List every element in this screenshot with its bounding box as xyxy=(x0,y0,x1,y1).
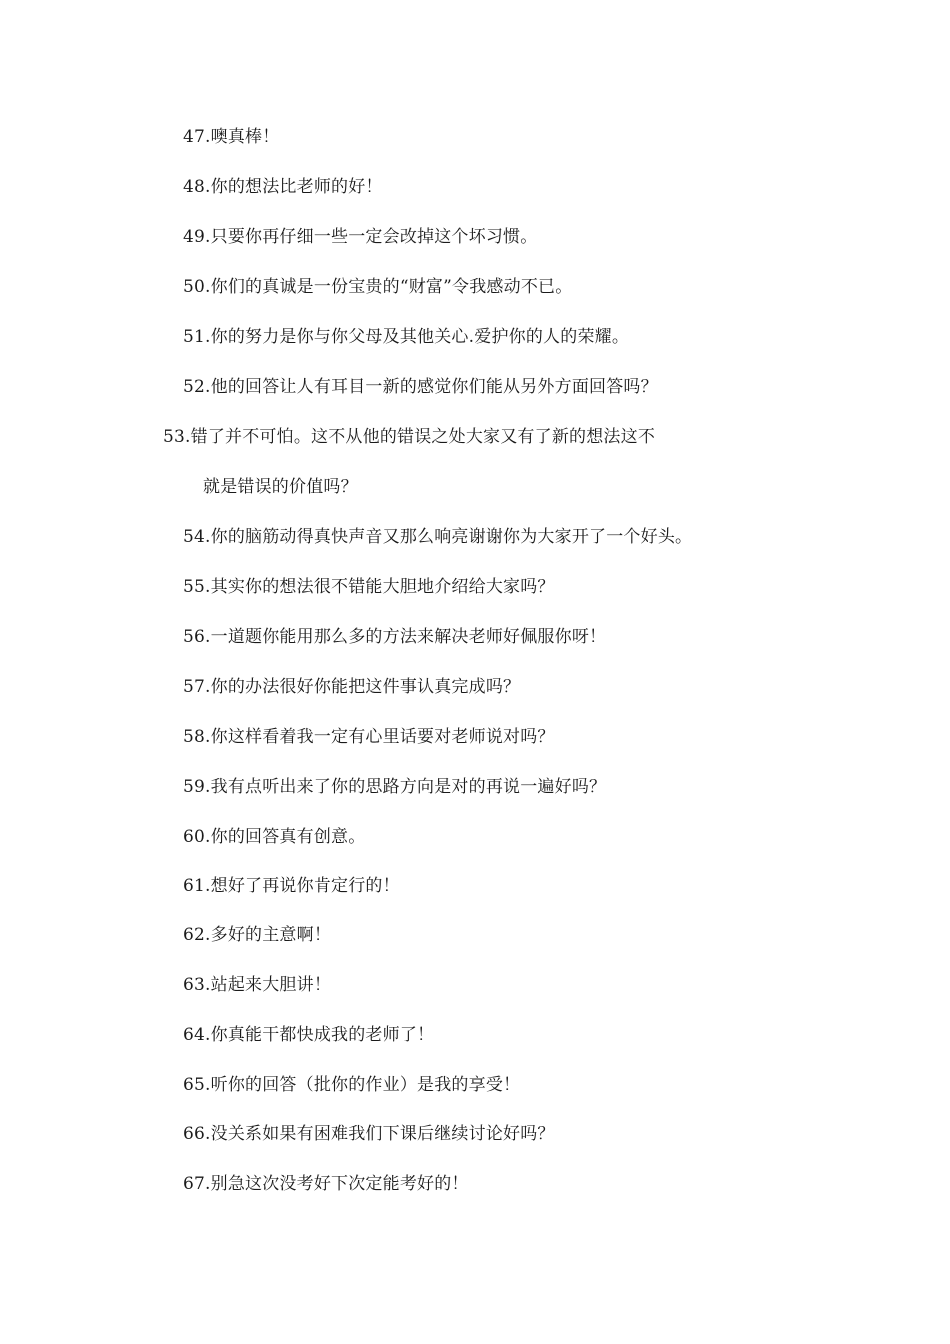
list-item: 63.站起来大胆讲！ xyxy=(183,975,332,995)
list-item: 53.错了并不可怕。这不从他的错误之处大家又有了新的想法这不 xyxy=(163,427,656,447)
list-item: 55.其实你的想法很不错能大胆地介绍给大家吗？ xyxy=(183,577,555,597)
list-item: 65.听你的回答（批你的作业）是我的享受！ xyxy=(183,1075,521,1095)
list-item: 51.你的努力是你与你父母及其他关心.爱护你的人的荣耀。 xyxy=(183,327,630,347)
list-item: 47.噢真棒！ xyxy=(183,127,280,147)
list-item: 60.你的回答真有创意。 xyxy=(183,827,366,847)
list-item: 54.你的脑筋动得真快声音又那么响亮谢谢你为大家开了一个好头。 xyxy=(183,527,693,547)
list-item: 64.你真能干都快成我的老师了！ xyxy=(183,1025,435,1045)
list-item: 49.只要你再仔细一些一定会改掉这个坏习惯。 xyxy=(183,227,538,247)
list-item: 50.你们的真诚是一份宝贵的“财富”令我感动不已。 xyxy=(183,277,573,297)
list-item: 66.没关系如果有困难我们下课后继续讨论好吗？ xyxy=(183,1124,555,1144)
list-item-continuation: 就是错误的价值吗？ xyxy=(203,477,358,497)
list-item: 48.你的想法比老师的好！ xyxy=(183,177,383,197)
list-item: 52.他的回答让人有耳目一新的感觉你们能从另外方面回答吗？ xyxy=(183,377,658,397)
list-item: 59.我有点听出来了你的思路方向是对的再说一遍好吗？ xyxy=(183,777,607,797)
list-item: 61.想好了再说你肯定行的！ xyxy=(183,876,400,896)
list-item: 67.别急这次没考好下次定能考好的！ xyxy=(183,1174,469,1194)
list-item: 57.你的办法很好你能把这件事认真完成吗？ xyxy=(183,677,521,697)
list-item: 56.一道题你能用那么多的方法来解决老师好佩服你呀！ xyxy=(183,627,607,647)
list-item: 62.多好的主意啊！ xyxy=(183,925,332,945)
list-item: 58.你这样看着我一定有心里话要对老师说对吗？ xyxy=(183,727,555,747)
